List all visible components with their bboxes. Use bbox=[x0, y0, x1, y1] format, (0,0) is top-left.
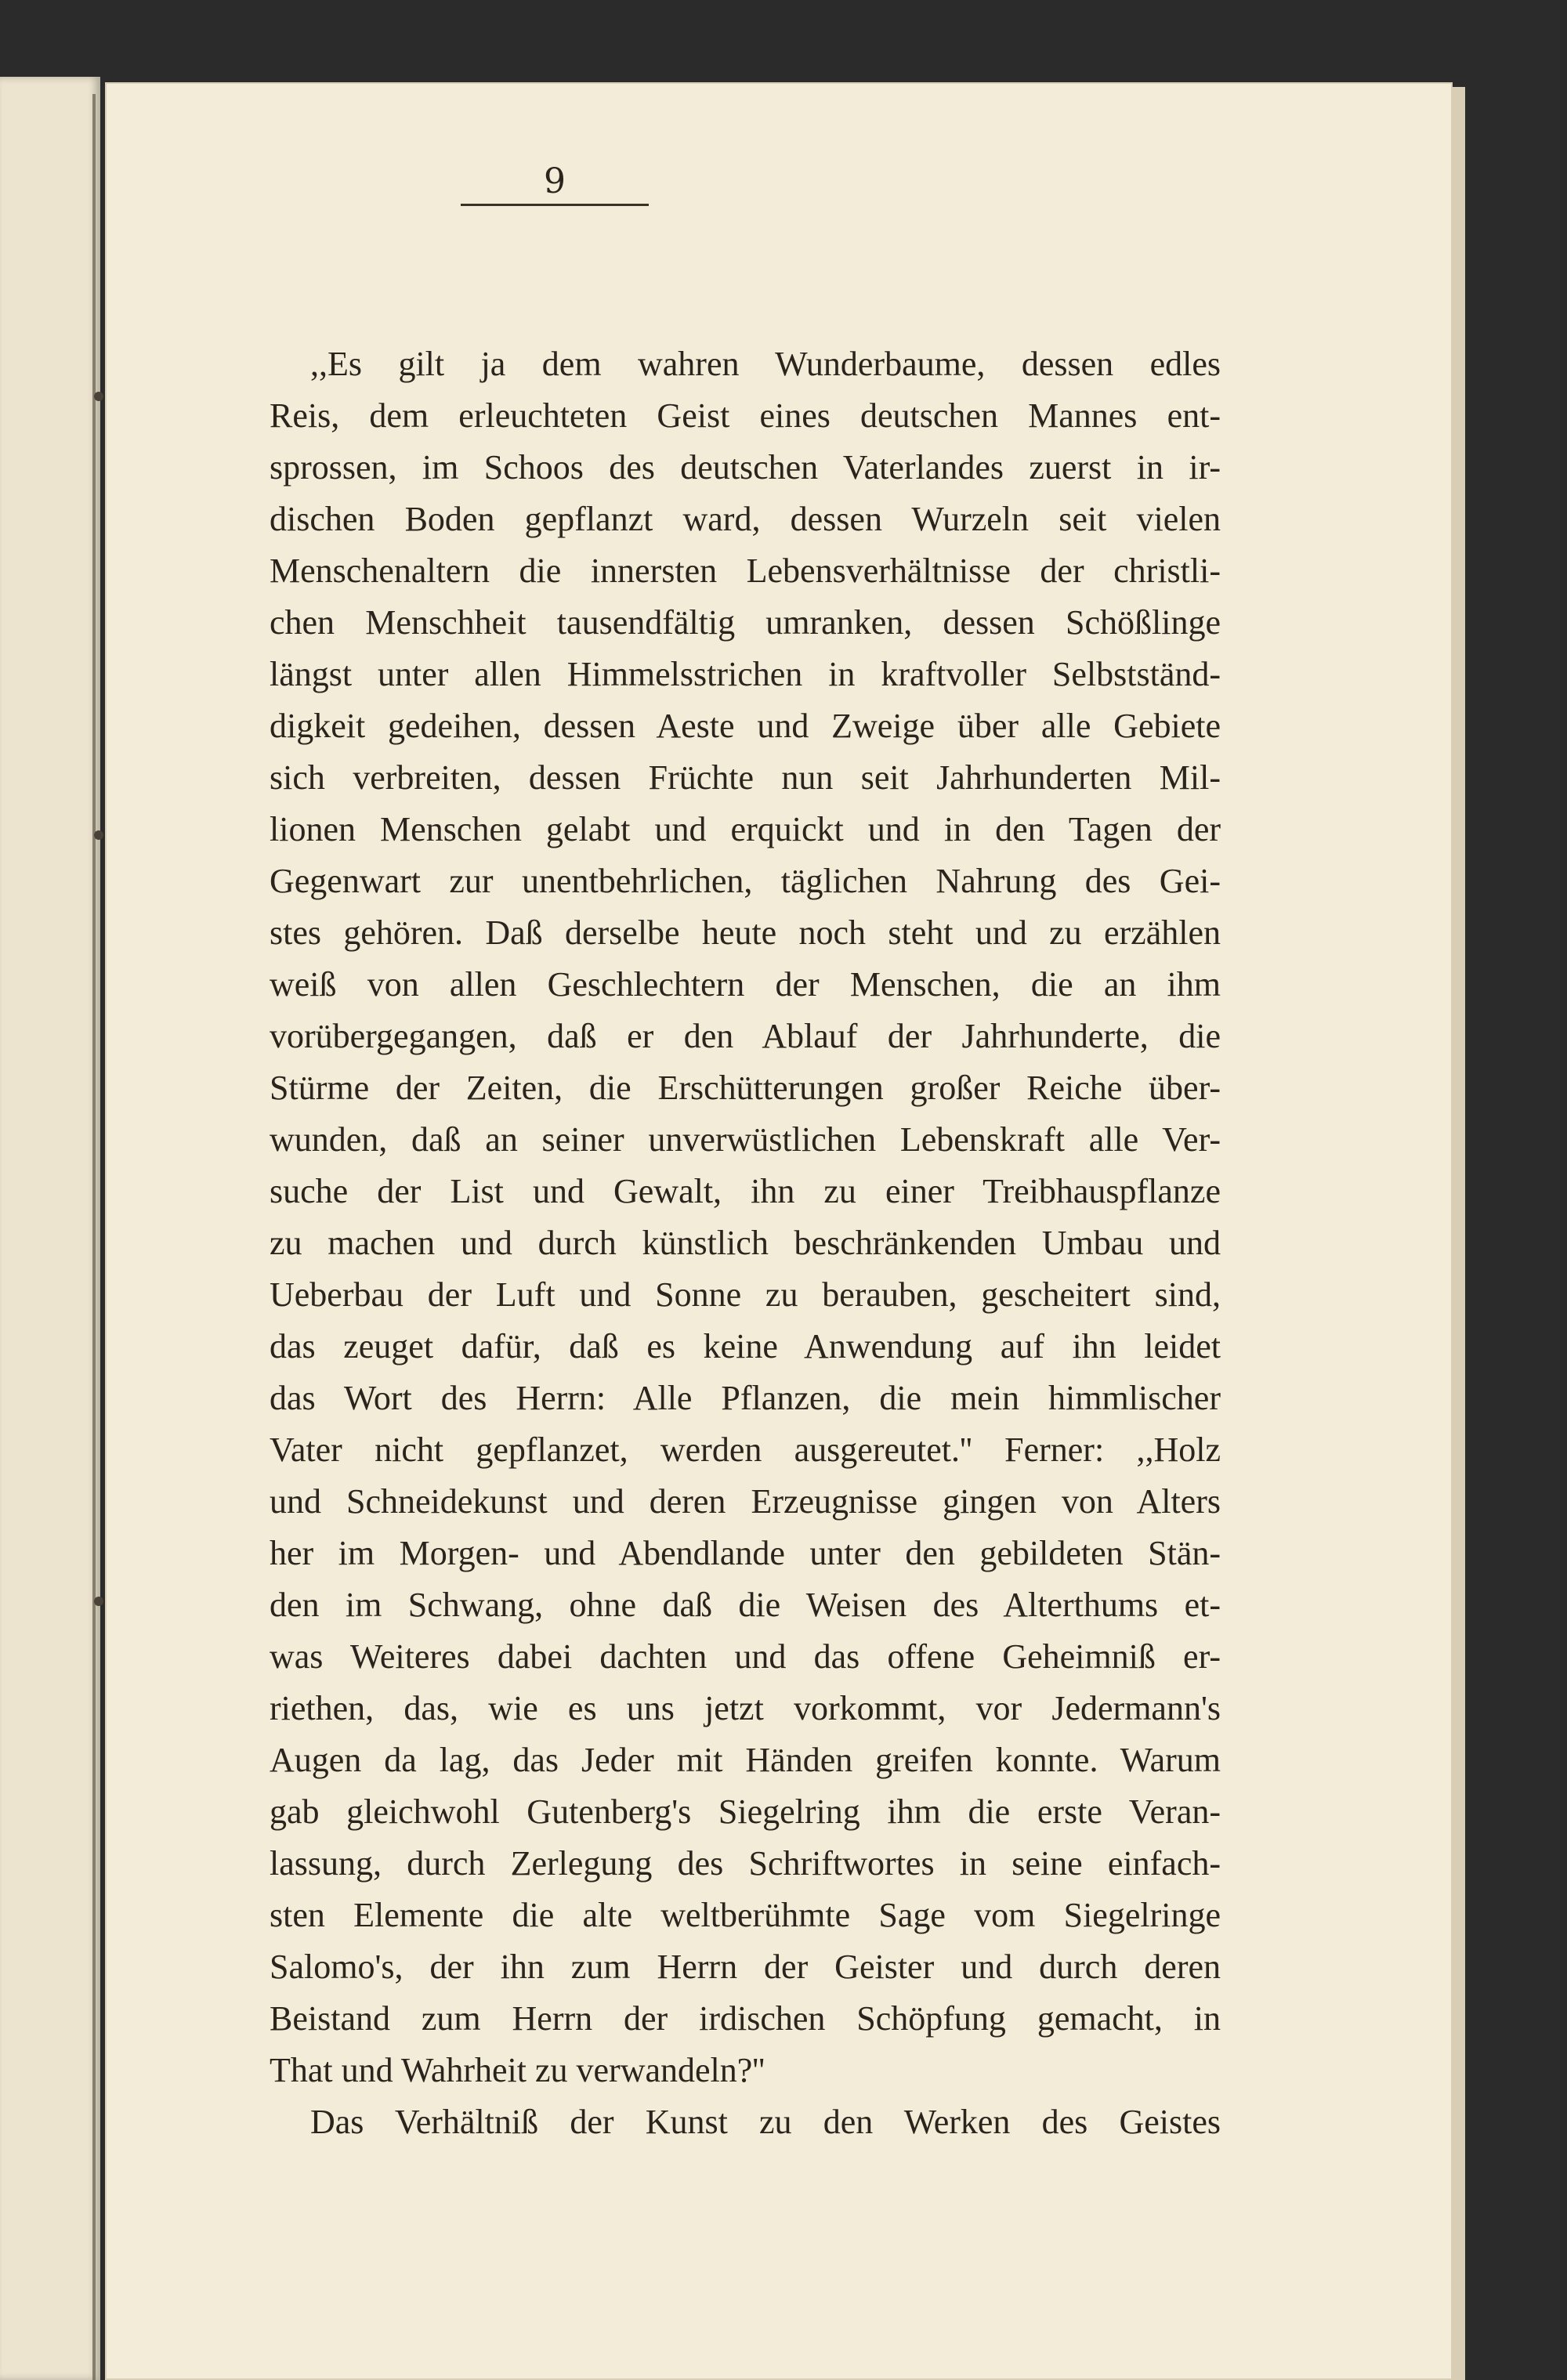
margin-mark bbox=[94, 1597, 103, 1606]
facing-page-edge bbox=[0, 77, 100, 2380]
margin-mark bbox=[94, 392, 103, 401]
text-line: riethen, das, wie es uns jetzt vorkommt, vor Jedermann's bbox=[270, 1689, 1221, 1727]
body-text bbox=[270, 338, 1221, 2148]
header-rule bbox=[461, 204, 649, 206]
text-line: gab gleichwohl Gutenberg's Siegelring ihm die erste Veran- bbox=[270, 1792, 1221, 1831]
text-line: Vater nicht gepflanzet, werden ausgereutet.'' Ferner: ,,Holz bbox=[270, 1431, 1221, 1469]
text-line: Reis, dem erleuchteten Geist eines deutschen Mannes ent- bbox=[270, 396, 1221, 435]
text-line: ,,Es gilt ja dem wahren Wunderbaume, dessen edles bbox=[310, 345, 1221, 383]
text-line: digkeit gedeihen, dessen Aeste und Zweige über alle Gebiete bbox=[270, 707, 1221, 745]
text-line: Stürme der Zeiten, die Erschütterungen großer Reiche über- bbox=[270, 1069, 1221, 1107]
text-line: her im Morgen- und Abendlande unter den gebildeten Stän- bbox=[270, 1534, 1221, 1572]
text-line: sten Elemente die alte weltberühmte Sage vom Siegelringe bbox=[270, 1896, 1221, 1934]
text-line: chen Menschheit tausendfältig umranken, dessen Schößlinge bbox=[270, 603, 1221, 642]
margin-mark bbox=[94, 830, 103, 840]
text-line: weiß von allen Geschlechtern der Menschen, die an ihm bbox=[270, 965, 1221, 1004]
text-line: zu machen und durch künstlich beschränkenden Umbau und bbox=[270, 1224, 1221, 1262]
text-line: Augen da lag, das Jeder mit Händen greifen konnte. Warum bbox=[270, 1741, 1221, 1779]
text-line: dischen Boden gepflanzt ward, dessen Wurzeln seit vielen bbox=[270, 500, 1221, 538]
text-line: wunden, daß an seiner unverwüstlichen Lebenskraft alle Ver- bbox=[270, 1120, 1221, 1159]
text-line: sprossen, im Schoos des deutschen Vaterlandes zuerst in ir- bbox=[270, 448, 1221, 486]
page-header bbox=[296, 161, 813, 206]
text-line: Das Verhältniß der Kunst zu den Werken des Geistes bbox=[310, 2103, 1221, 2141]
text-line: was Weiteres dabei dachten und das offene Geheimniß er- bbox=[270, 1637, 1221, 1676]
text-line: Salomo's, der ihn zum Herrn der Geister und durch deren bbox=[270, 1948, 1221, 1986]
text-line: lassung, durch Zerlegung des Schriftwortes in seine einfach- bbox=[270, 1844, 1221, 1883]
text-line: und Schneidekunst und deren Erzeugnisse gingen von Alters bbox=[270, 1482, 1221, 1521]
gutter-line bbox=[92, 94, 96, 2380]
text-line: das zeuget dafür, daß es keine Anwendung auf ihn leidet bbox=[270, 1327, 1221, 1365]
text-line: den im Schwang, ohne daß die Weisen des Alterthums et- bbox=[270, 1586, 1221, 1624]
text-line: sich verbreiten, dessen Früchte nun seit Jahrhunderten Mil- bbox=[270, 758, 1221, 797]
text-line: suche der List und Gewalt, ihn zu einer Treibhauspflanze bbox=[270, 1172, 1221, 1210]
text-line: Menschenaltern die innersten Lebensverhältnisse der christli- bbox=[270, 552, 1221, 590]
text-line: lionen Menschen gelabt und erquickt und in den Tagen der bbox=[270, 810, 1221, 848]
text-line: das Wort des Herrn: Alle Pflanzen, die mein himmlischer bbox=[270, 1379, 1221, 1417]
text-line: vorübergegangen, daß er den Ablauf der Jahrhunderte, die bbox=[270, 1017, 1221, 1055]
text-line: Beistand zum Herrn der irdischen Schöpfung gemacht, in bbox=[270, 1999, 1221, 2038]
text-line: stes gehören. Daß derselbe heute noch steht und zu erzählen bbox=[270, 913, 1221, 952]
text-line: Ueberbau der Luft und Sonne zu berauben, gescheitert sind, bbox=[270, 1275, 1221, 1314]
text-line: längst unter allen Himmelsstrichen in kraftvoller Selbstständ- bbox=[270, 655, 1221, 693]
text-line: That und Wahrheit zu verwandeln?'' bbox=[270, 2051, 765, 2089]
text-line: Gegenwart zur unentbehrlichen, täglichen Nahrung des Gei- bbox=[270, 862, 1221, 900]
page-number: 9 bbox=[544, 161, 566, 201]
